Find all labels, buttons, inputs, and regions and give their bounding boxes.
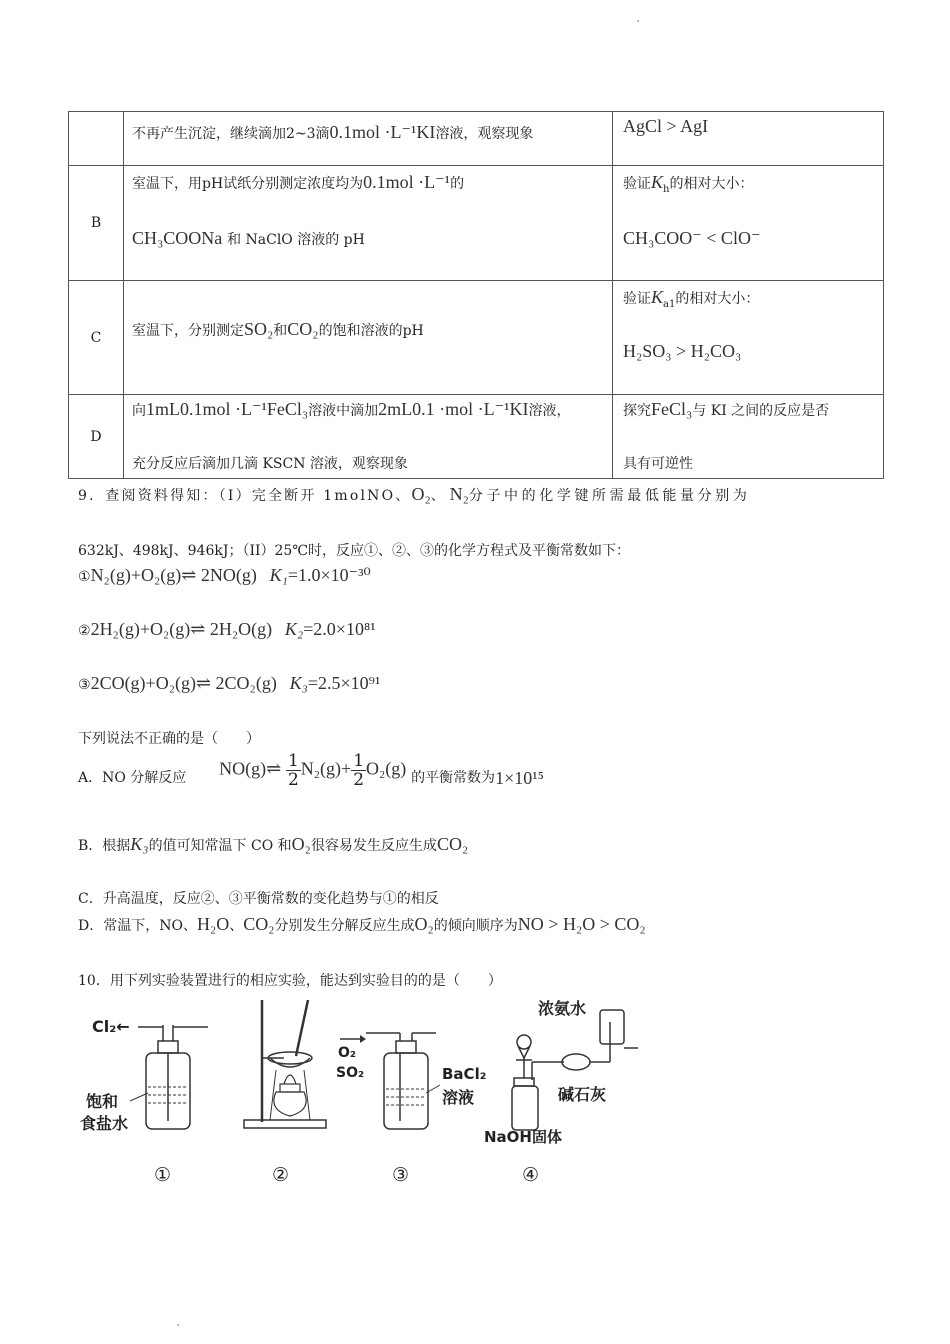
page-mark-top: · <box>636 14 641 30</box>
q10-stem: 10．用下列实验装置进行的相应实验，能达到实验目的的是（ ） <box>78 973 502 989</box>
row-c-content: 室温下，分别测定SO₂和CO₂的饱和溶液的pH <box>124 281 613 395</box>
q9-line2: 632kJ、498kJ、946kJ；（II）25℃时，反应①、②、③的化学方程式及平衡常数如下： <box>78 543 630 559</box>
row-d-content: 向1mL0.1mol ·L⁻¹FeCl₃溶液中滴加2mL0.1 ·mol ·L⁻¹KI溶液， 充分反应后滴加几滴 KSCN 溶液，观察现象 <box>124 395 613 479</box>
figure-2-evaporation <box>240 1000 330 1130</box>
row-b-purpose: 验证$K_h$的相对大小： CH₃COO⁻ < ClO⁻ <box>613 166 884 281</box>
q9-option-b: B．根据K₃的值可知常温下 CO 和O₂很容易发生反应生成CO₂ <box>78 834 469 854</box>
q9-equation-3: ③2CO(g)+O₂(g)⇌ 2CO₂(g) K₃=2.5×10⁹¹ <box>78 673 381 693</box>
row-d-purpose: 探究FeCl₃与 KI 之间的反应是否 具有可逆性 <box>613 395 884 479</box>
table-row-b <box>69 166 884 281</box>
figure-3-bacl2-bottle <box>336 1025 496 1135</box>
fig3-liquid-label-1: BaCl₂ <box>442 1065 487 1083</box>
q9-equation-1: ①N₂(g)+O₂(g)⇌ 2NO(g) K₁=1.0×10⁻³⁰ <box>78 565 371 585</box>
figure-label-3: ③ <box>392 1164 410 1186</box>
q9-prompt: 下列说法不正确的是（ ） <box>78 731 260 747</box>
row-b-label: B <box>69 166 124 281</box>
row-b-content: 室温下，用pH试纸分别测定浓度均为0.1mol ·L⁻¹的 CH₃COONa 和 NaClO 溶液的 pH <box>124 166 613 281</box>
fig4-bottom-label: NaOH固体 <box>484 1128 562 1146</box>
fig1-liquid-label-1: 饱和 <box>86 1092 119 1111</box>
row-a-purpose: AgCl > AgI <box>613 112 884 166</box>
q9-option-a: A．NO 分解反应 NO(g)⇌ $\frac{1}{2}$ N₂(g)+ $\frac{1}{2}$ O₂(g) 的平衡常数为1×10¹⁵ <box>78 751 544 790</box>
fig3-liquid-label-2: 溶液 <box>442 1088 475 1107</box>
experiment-table <box>68 111 884 479</box>
fig4-side-label: 碱石灰 <box>558 1085 607 1104</box>
row-d-label: D <box>69 395 124 479</box>
table-row-c <box>69 281 884 395</box>
q9-equation-2: ②2H₂(g)+O₂(g)⇌ 2H₂O(g) K₂=2.0×10⁸¹ <box>78 619 376 639</box>
fig3-gas-label-2: SO₂ <box>336 1065 365 1081</box>
figure-4-ammonia-apparatus <box>480 999 640 1150</box>
fraction-half-2: $\frac{1}{2}$ <box>353 751 365 790</box>
figure-1-wash-bottle <box>80 1017 210 1135</box>
fig1-gas-label: Cl₂← <box>92 1017 130 1036</box>
figure-label-1: ① <box>154 1164 172 1186</box>
row-a-label <box>69 112 124 166</box>
figure-label-2: ② <box>272 1164 290 1186</box>
figure-label-4: ④ <box>522 1164 540 1186</box>
fig3-gas-label-1: O₂ <box>338 1045 357 1061</box>
table-row-a <box>69 112 884 166</box>
fig1-liquid-label-2: 食盐水 <box>80 1114 129 1133</box>
row-a-content: 不再产生沉淀，继续滴加2~3滴0.1mol ·L⁻¹KI溶液，观察现象 <box>124 112 613 166</box>
q9-option-d: D．常温下，NO、H₂O、CO₂分别发生分解反应生成O₂的倾向顺序为NO > H₂O > CO₂ <box>78 914 646 934</box>
q9-option-c: C．升高温度，反应②、③平衡常数的变化趋势与①的相反 <box>78 891 439 907</box>
fraction-half-1: $\frac{1}{2}$ <box>287 751 299 790</box>
evaporation-drawing <box>240 1000 330 1130</box>
row-c-purpose: 验证$K_{a1}$的相对大小： H₂SO₃ > H₂CO₃ <box>613 281 884 395</box>
q9-line1: 9．查阅资料得知：（I）完全断开 1molNO、O₂、 N₂分子中的化学键所需最低能量分别为 <box>78 484 751 504</box>
page-mark-bottom: · <box>176 1318 181 1334</box>
row-c-label: C <box>69 281 124 395</box>
fig4-top-label: 浓氨水 <box>538 999 587 1018</box>
table-row-d <box>69 395 884 479</box>
